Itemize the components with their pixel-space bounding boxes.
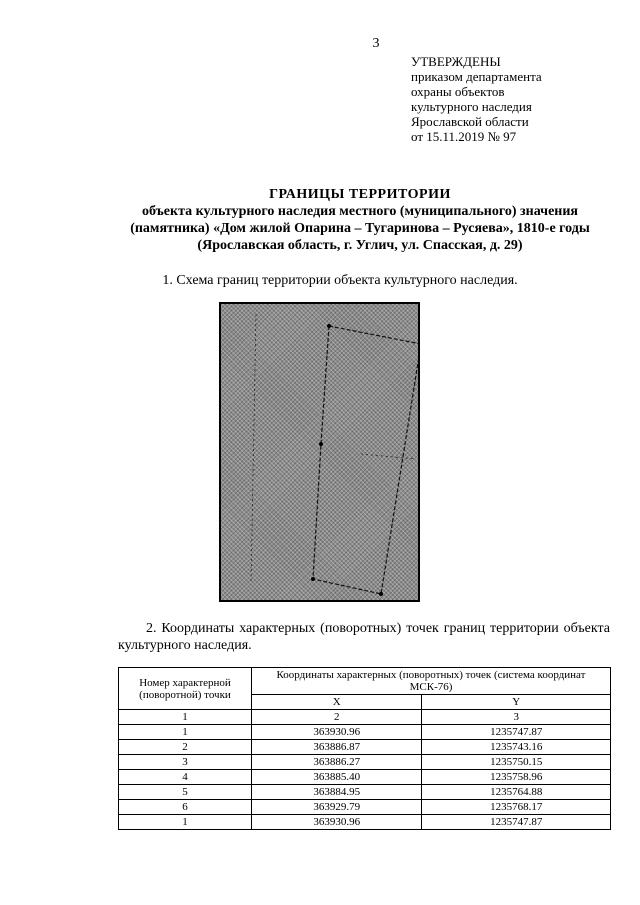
- approval-stamp: [411, 54, 542, 144]
- table-cell: 363885.40: [252, 770, 422, 785]
- table-cell: 363929.79: [252, 800, 422, 815]
- boundary-point: [319, 442, 323, 446]
- table-row: [119, 785, 611, 800]
- table-cell: 4: [119, 770, 252, 785]
- table-cell: 2: [252, 710, 422, 725]
- header-point-number: Номер характерной (поворотной) точки: [119, 668, 252, 710]
- table-row: [119, 815, 611, 830]
- coordinates-table: [118, 667, 611, 830]
- table-cell: 1: [119, 710, 252, 725]
- boundary-point: [419, 342, 420, 346]
- table-cell: 363930.96: [252, 725, 422, 740]
- page-number: 3: [372, 36, 380, 51]
- header-coordinates: Координаты характерных (поворотных) точек (система координат МСК-76): [252, 668, 611, 695]
- boundary-point: [379, 592, 383, 596]
- title-line: объекта культурного наследия местного (муниципального) значения: [141, 204, 578, 219]
- table-header-row: [119, 668, 611, 695]
- header-y: Y: [422, 695, 611, 710]
- title-line: (памятника) «Дом жилой Опарина – Тугаринова – Русяева», 1810-е годы: [130, 221, 590, 236]
- table-cell: 3: [119, 755, 252, 770]
- table-cell: 363886.87: [252, 740, 422, 755]
- table-cell: 1235750.15: [422, 755, 611, 770]
- section1-heading: 1. Схема границ территории объекта культурного наследия.: [162, 273, 518, 288]
- table-cell: 1235743.16: [422, 740, 611, 755]
- approval-line: УТВЕРЖДЕНЫ: [411, 54, 501, 69]
- table-row: [119, 800, 611, 815]
- title-main: ГРАНИЦЫ ТЕРРИТОРИИ: [269, 187, 451, 202]
- section2-heading: 2. Координаты характерных (поворотных) точек границ территории объекта культурного наследия.: [118, 621, 610, 653]
- boundary-point: [327, 324, 331, 328]
- table-cell: 1235768.17: [422, 800, 611, 815]
- table-cell: 363884.95: [252, 785, 422, 800]
- table-cell: 1235764.88: [422, 785, 611, 800]
- table-row: [119, 725, 611, 740]
- boundary-line: [329, 326, 420, 344]
- street-line: [361, 454, 416, 459]
- approval-line: охраны объектов: [411, 84, 505, 99]
- table-row: [119, 755, 611, 770]
- table-cell: 6: [119, 800, 252, 815]
- boundary-point: [311, 577, 315, 581]
- header-x: X: [252, 695, 422, 710]
- table-row: [119, 740, 611, 755]
- boundary-map-image: [219, 302, 420, 602]
- title-line: (Ярославская область, г. Углич, ул. Спасская, д. 29): [197, 238, 523, 253]
- table-cell: 1: [119, 725, 252, 740]
- approval-line: от 15.11.2019 № 97: [411, 129, 517, 144]
- table-cell: 363886.27: [252, 755, 422, 770]
- boundary-map-svg: [221, 304, 420, 602]
- table-cell: 2: [119, 740, 252, 755]
- table-cell: 1: [119, 815, 252, 830]
- table-cell: 5: [119, 785, 252, 800]
- document-title: [0, 186, 640, 254]
- approval-line: культурного наследия: [411, 99, 532, 114]
- street-line: [251, 314, 256, 584]
- table-cell: 3: [422, 710, 611, 725]
- table-row: [119, 770, 611, 785]
- boundary-line: [313, 326, 420, 594]
- table-cell: 1235747.87: [422, 815, 611, 830]
- table-cell: 1235758.96: [422, 770, 611, 785]
- approval-line: Ярославской области: [411, 114, 529, 129]
- table-cell: 363930.96: [252, 815, 422, 830]
- table-index-row: [119, 710, 611, 725]
- table-cell: 1235747.87: [422, 725, 611, 740]
- approval-line: приказом департамента: [411, 69, 542, 84]
